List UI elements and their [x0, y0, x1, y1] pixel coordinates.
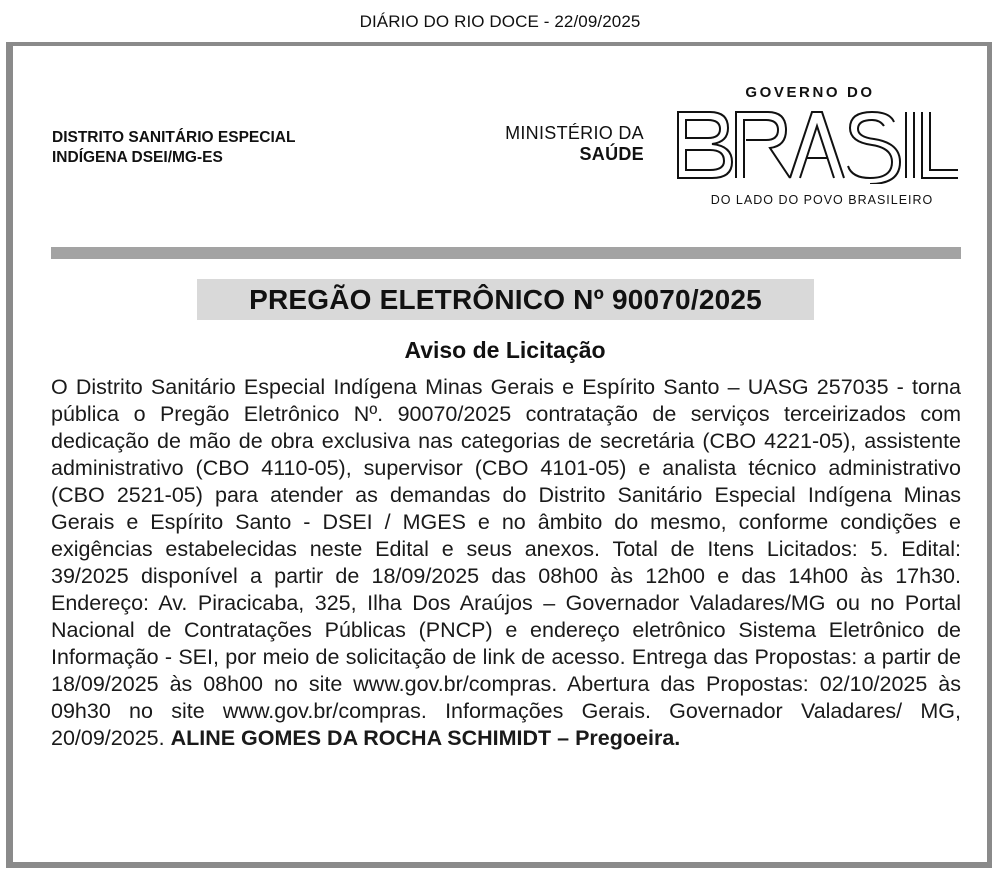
- notice-signature: ALINE GOMES DA ROCHA SCHIMIDT – Pregoeira.: [170, 726, 681, 750]
- dsei-line-2: INDÍGENA DSEI/MG-ES: [52, 149, 223, 166]
- notice-subtitle: Aviso de Licitação: [404, 337, 606, 363]
- notice-body: [51, 374, 961, 752]
- ministerio-saude-label: [484, 123, 644, 165]
- governo-slogan: DO LADO DO POVO BRASILEIRO: [710, 193, 934, 207]
- governo-do-label: GOVERNO DO: [745, 84, 875, 101]
- dsei-label: [52, 128, 295, 168]
- notice-body-text: O Distrito Sanitário Especial Indígena Minas Gerais e Espírito Santo – UASG 257035 - torna pública o Pregão Eletrônico Nº. 90070/2025 contratação de serviços terceirizados com dedicação de mão de obra exclusiva nas categorias de secretária (CBO 4221-05), assistente administrativo (CBO 4110-05), supervisor (CBO 4101-05) e analista técnico administrativo (CBO 2521-05) para atender as demandas do Distrito Sanitário Especial Indígena Minas Gerais e Espírito Santo - DSEI / MGES e no âmbito do mesmo, conforme condições e exigências estabelecidas neste Edital e seus anexos. Total de Itens Licitados: 5. Edital: 39/2025 disponível a partir de 18/09/2025 das 08h00 às 12h00 e das 14h00 às 17h30. Endereço: Av. Piracicaba, 325, Ilha Dos Araújos – Governador Valadares/MG ou no Portal Nacional de Contratações Públicas (PNCP) e endereço eletrônico Sistema Eletrônico de Informação - SEI, por meio de solicitação de link de acesso. Entrega das Propostas: a partir de 18/09/2025 às 08h00 no site www.gov.br/compras. Abertura das Propostas: 02/10/2025 às 09h30 no site www.gov.br/compras. Informações Gerais. Governador Valadares/ MG, 20/09/2025.: [51, 375, 961, 750]
- ministerio-line-1: MINISTÉRIO DA: [505, 123, 644, 143]
- newspaper-masthead: DIÁRIO DO RIO DOCE - 22/09/2025: [359, 12, 641, 31]
- dsei-line-1: DISTRITO SANITÁRIO ESPECIAL: [52, 129, 296, 146]
- notice-title: PREGÃO ELETRÔNICO Nº 90070/2025: [197, 279, 814, 320]
- divider-bar: [51, 247, 961, 259]
- governo-brasil-logo: [676, 108, 960, 184]
- ministerio-line-2: SAÚDE: [579, 144, 644, 164]
